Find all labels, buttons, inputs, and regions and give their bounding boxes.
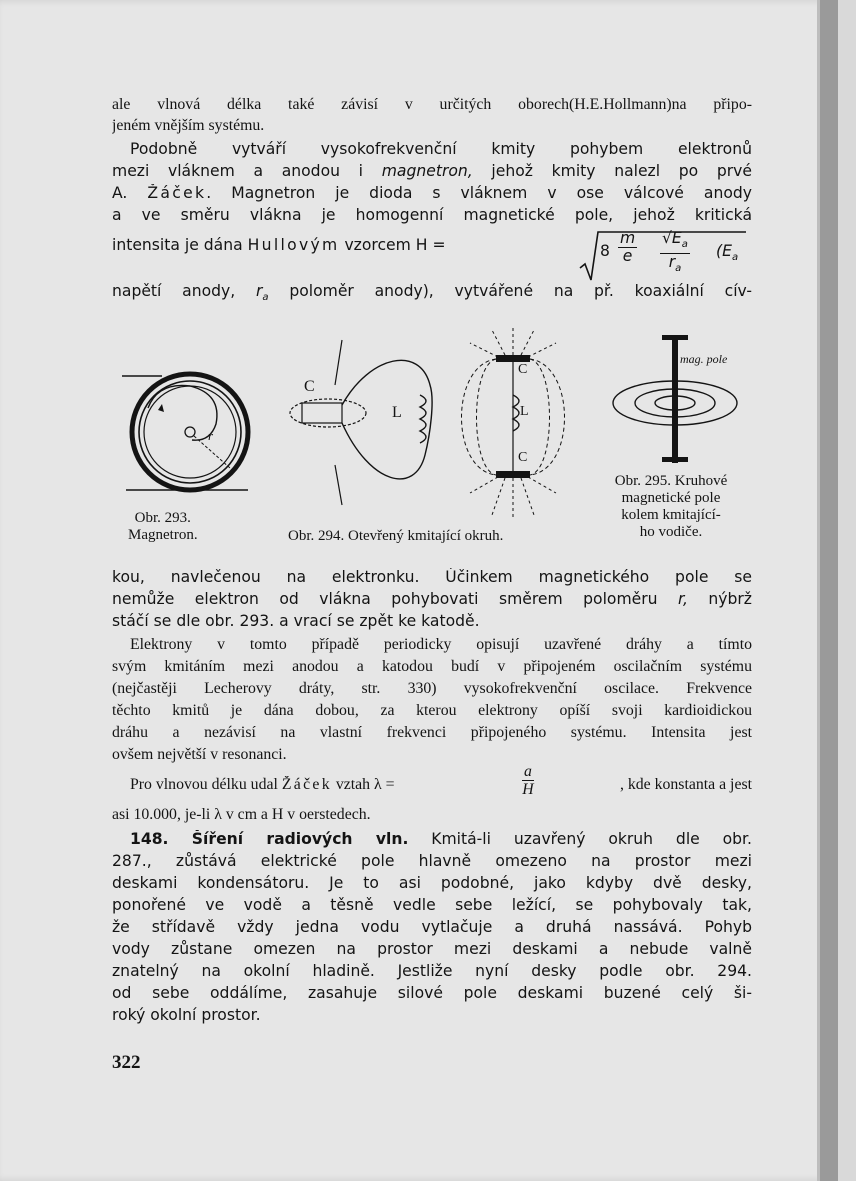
fraction-ea-ra: $\frac{√E_a}{r_a}$ <box>662 229 688 275</box>
text-line-1: ale vlnová délka také závisí v určitých oborech(H.E.Hollmann)na připo- <box>112 96 752 113</box>
text-line-15: těchto kmitů je dána dobou, za kterou elektrony opíší svoji kardioidickou <box>112 702 752 719</box>
sqrt-coefficient: 8 <box>600 242 610 260</box>
text-line-24: že střídavě vždy jedna vodu vytlačuje a druhá nassává. Pohyb <box>112 918 752 936</box>
text-line-22: deskami kondensátoru. Je to asi podobné, jako kdyby dvě desky, <box>112 874 752 892</box>
text-line-8: napětí anody, $r_a$ poloměr anody), vytvářené na př. koaxiální cív- <box>112 282 752 304</box>
fig294-label-l-right: L <box>520 404 529 419</box>
text-line-3: Podobně vytváří vysokofrekvenční kmity pohybem elektronů <box>130 140 752 158</box>
fraction-m-e: $\frac{m}{e}$ <box>620 229 636 265</box>
text-line-6: a ve směru vlákna je homogenní magnetické pole, jehož kritická <box>112 206 752 224</box>
text-line-21: 287., zůstává elektrické pole hlavně omezeno na prostor mezi <box>112 852 752 870</box>
page-edge <box>820 0 838 1181</box>
text-line-18b: , kde konstanta a jest <box>619 776 752 793</box>
text-line-18a: Pro vlnovou délku udal Žáček vztah λ = <box>130 776 395 793</box>
text-line-25: vody zůstane omezen na prostor mezi deskami a nebude valně <box>112 940 752 958</box>
fraction-a-h: $\frac{a}{H}$ <box>522 763 534 798</box>
page-number: 322 <box>112 1052 141 1073</box>
fig294-label-c-top: C <box>518 362 528 377</box>
text-line-27: od sebe oddálíme, zasahuje silové pole deskami buzené celý ši- <box>112 984 752 1002</box>
fig294-label-c-left: C <box>304 378 315 395</box>
page-edge-shadow <box>817 0 820 1181</box>
fig294-label-l-left: L <box>392 404 402 421</box>
text-line-16: dráhu a nezávisí na vlastní frekvenci připojeného systému. Intensita jest <box>112 724 752 741</box>
text-line-12: Elektrony v tomto případě periodicky opisují uzavřené dráhy a tímto <box>130 636 752 653</box>
text-line-19: asi 10.000, je-li λ v cm a H v oerstedech. <box>112 806 371 823</box>
text-line-28: roký okolní prostor. <box>112 1006 261 1024</box>
ea-paren: ($E_a$ <box>716 242 739 264</box>
text-line-10: nemůže elektron od vlákna pohybovati směrem poloměru r, nýbrž <box>112 590 752 608</box>
fig295-caption: Obr. 295. Kruhové magnetické pole kolem kmitající- ho vodiče. <box>614 473 728 540</box>
text-line-17: ovšem největší v resonanci. <box>112 746 287 763</box>
text-line-9: kou, navlečenou na elektronku. Účinkem magnetického pole se <box>112 568 752 586</box>
figure-294-open-circuit <box>280 325 600 525</box>
text-line-4: mezi vláknem a anodou i magnetron, jehož kmity nalezl po prvé <box>112 162 752 180</box>
fig294-label-c-bottom: C <box>518 450 528 465</box>
figure-295-magnetic-field <box>600 335 750 470</box>
text-line-2: jeném vnějším systému. <box>112 117 265 134</box>
text-line-5: A. Žáček. Magnetron je dioda s vláknem v ose válcové anody <box>112 184 752 202</box>
text-line-23: ponořené ve vodě a těsně vedle sebe ležící, se pohybovaly tak, <box>112 896 752 914</box>
fig293-label-r: r <box>208 428 214 443</box>
text-line-14: (nejčastěji Lecherovy dráty, str. 330) vysokofrekvenční oscilace. Frekvence <box>112 680 752 697</box>
text-line-11: stáčí se dle obr. 293. a vrací se zpět ke katodě. <box>112 612 480 630</box>
fig294-caption: Obr. 294. Otevřený kmitající okruh. <box>288 528 504 544</box>
text-line-26: znatelný na okolní hladině. Jestliže nyní desky podle obr. 294. <box>112 962 752 980</box>
text-line-13: svým kmitáním mezi anodou a katodou budí v připojeném oscilačním systému <box>112 658 752 675</box>
text-line-7-formula: intensita je dána Hullovým vzorcem H = <box>112 236 446 254</box>
figure-293-magnetron <box>118 360 268 500</box>
fig295-label: mag. pole <box>680 352 728 366</box>
section-148-heading-line: 148. Šíření radiových vln. Kmitá-li uzavřený okruh dle obr. <box>130 830 752 848</box>
fig293-caption: Obr. 293. Magnetron. <box>128 510 198 543</box>
